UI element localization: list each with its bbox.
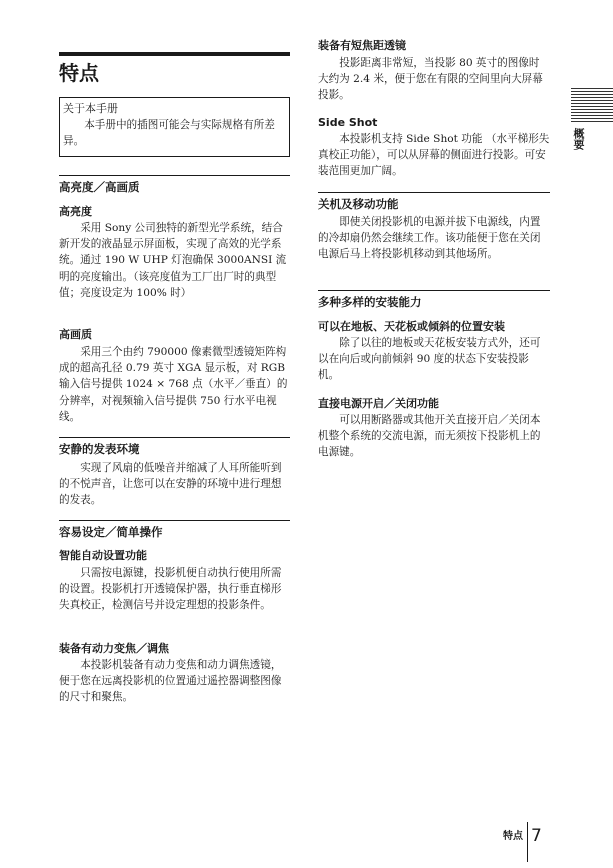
sub-head-high-quality: 高画质 — [59, 328, 92, 341]
sub-head-direct-power: 直接电源开启／关闭功能 — [318, 397, 439, 410]
para-power-zoom: 本投影机装备有动力变焦和动力调焦透镜，便于您在远离投影机的位置通过遥控器调整图像的尺寸和聚焦。 — [59, 659, 282, 704]
para-shutdown: 即使关闭投影机的电源并拔下电源线，内置的冷却扇仍然会继续工作。该功能便于您在关闭电源后马上将投影机移动到其他场所。 — [318, 216, 541, 261]
note-body: 本手册中的插图可能会与实际规格有所差异。 — [63, 119, 275, 148]
para-short-focus: 投影距离非常短，当投影 80 英寸的图像时大约为 2.4 米，便于您在有限的空间里向大屏幕投影。 — [318, 57, 543, 102]
footer-rule — [527, 822, 528, 862]
sub-head-auto-setup: 智能自动设置功能 — [59, 549, 147, 562]
section-head-shutdown: 关机及移动功能 — [318, 192, 550, 212]
para-auto-setup: 只需按电源键，投影机便自动执行使用所需的设置。投影机打开透镜保护器，执行垂直梯形失真校正，检测信号并设定理想的投影条件。 — [59, 567, 282, 612]
note-title: 关于本手册 — [63, 102, 118, 115]
page-title: 特点 — [59, 52, 290, 90]
footer-section-label: 特点 — [503, 831, 523, 842]
section-tab — [571, 88, 613, 124]
sub-head-power-zoom: 装备有动力变焦／调焦 — [59, 642, 169, 655]
section-head-install: 多种多样的安装能力 — [318, 290, 550, 310]
para-high-quality: 采用三个由约 790000 像素微型透镜矩阵构成的超高孔径 0.79 英寸 XGA 显示板，对 RGB 输入信号提供 1024 × 768 点（水平／垂直）的分辨率，对视频输入信号提供 750 行水平电视线。 — [59, 346, 288, 423]
section-head-quiet: 安静的发表环境 — [59, 437, 290, 457]
section-head-easy-setup: 容易设定／简单操作 — [59, 520, 290, 540]
section-head-brightness: 高亮度／高画质 — [59, 175, 290, 195]
right-column — [318, 0, 550, 868]
sub-head-side-shot: Side Shot — [318, 116, 378, 129]
para-direct-power: 可以用断路器或其他开关直接开启／关闭本机整个系统的交流电源，而无须按下投影机上的电源键。 — [318, 414, 541, 459]
para-quiet: 实现了风扇的低噪音并缩减了人耳所能听到的不悦声音，让您可以在安静的环境中进行理想的发表。 — [59, 462, 282, 507]
left-column — [59, 0, 290, 868]
section-tab-label: 概要 — [572, 128, 585, 150]
para-high-brightness: 采用 Sony 公司独特的新型光学系统，结合新开发的液晶显示屏面板，实现了高效的光学系统。通过 190 W UHP 灯泡确保 3000ANSI 流明的亮度输出。（该亮度值为工厂出厂时的典型值；亮度设定为 100% 时） — [59, 222, 287, 299]
sub-head-high-brightness: 高亮度 — [59, 205, 92, 218]
para-mount: 除了以往的地板或天花板安装方式外，还可以在向后或向前倾斜 90 度的状态下安装投影机。 — [318, 337, 541, 382]
tab-stripes — [571, 88, 613, 124]
sub-head-short-focus: 装备有短焦距透镜 — [318, 39, 406, 52]
para-side-shot: 本投影机支持 Side Shot 功能 （水平梯形失真校正功能），可以从屏幕的侧面进行投影。可安装范围更加广阔。 — [318, 133, 550, 178]
page-number: 7 — [531, 826, 542, 846]
sub-head-mount: 可以在地板、天花板或倾斜的位置安装 — [318, 320, 505, 333]
